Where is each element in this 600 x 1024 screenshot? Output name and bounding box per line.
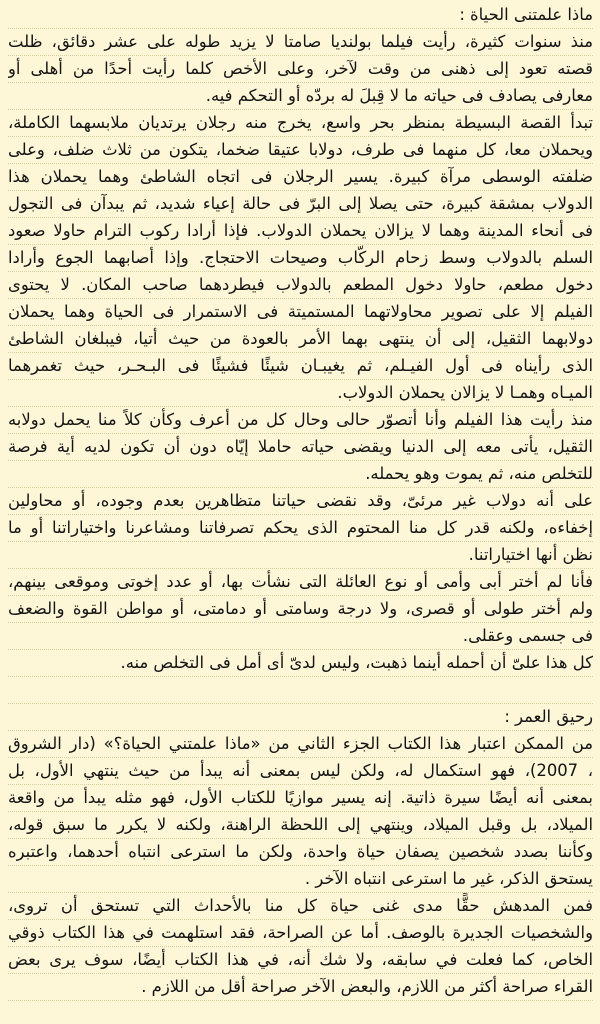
text-line: السلم بالدولاب وسط زحام الركّاب وصيحات الاحتجاج. وإذا أصابهما الجوع وأرادا [8,245,593,272]
section-heading: ماذا علمتنى الحياة : [8,2,593,29]
text-line: فى جسمى وعقلى. [8,623,593,650]
text-line: ضلفته الوسطى مرآة كبيرة. يسير الرجلان فى اتجاه الشاطئ وهما يحملان هذا [8,164,593,191]
text-line: بمعنى أنه أيضًا سيرة ذاتية. إنه يسير موازيًا للكتاب الأول، فهو مثله يبدأ من واقعة [8,785,593,812]
paragraph [8,893,593,1001]
blank-line [8,677,593,704]
paragraph [8,110,593,407]
text-line: القراء صراحة أكثر من اللازم، والبعض الآخر صراحة أقل من اللازم . [8,974,593,1001]
text-line: قصته تعود إلى ذهنى من وقت لآخر، وعلى الأخص كلما رأيت أحدًا من أهلى أو [8,56,593,83]
section-heading: رحيق العمر : [8,704,593,731]
text-line: للتخلص منه، ثم يموت وهو يحمله. [8,461,593,488]
text-line: على أنه دولاب غير مرئىّ، وقد نقضى حياتنا متظاهرين بعدم وجوده، أو محاولين [8,488,593,515]
text-line: دولابهما الثقيل، إلى أن ينتهى بهما الأمر بالعودة من حيث أتيا، فيبلغان الشاطئ [8,326,593,353]
text-line: فأنا لم أختر أبى وأمى أو نوع العائلة التى نشأت بها، أو عدد إخوتى وموقعى بينهم، [8,569,593,596]
text-line: الذى رأيناه فى أول الفيـلم، ثم يغيبـان شيئًا فشيئًا فى البـحـر، حيث تغمرهما [8,353,593,380]
text-line: منذ سنوات كثيرة، رأيت فيلما بولنديا صامتا لا يزيد طوله على عشر دقائق، ظلت [8,29,593,56]
text-line: نظن أنها اختياراتنا. [8,542,593,569]
text-line: الدولاب بمشقة كبيرة، حتى يصلا إلى البرّ فى حالة إعياء شديد، ثم يبدآن فى التجول [8,191,593,218]
text-line: إخفاءه، ولكنه قدر كل منا المحتوم الذى يحكم تصرفاتنا ومشاعرنا واختياراتنا أو ما [8,515,593,542]
text-line: كل هذا علىّ أن أحمله أينما ذهبت، وليس لدىّ أى أمل فى التخلص منه. [8,650,593,677]
text-line: يستحق الذكر، غير ما استرعى انتباه الآخر . [8,866,593,893]
text-line: فمن المدهش حقًّا مدى غنى حياة كل منا بالأحداث التي تستحق أن تروى، [8,893,593,920]
text-line: الميـاه وهمـا لا يزالان يحملان الدولاب. [8,380,593,407]
paragraph [8,488,593,569]
text-line: الثقيل، يأتى معه إلى الدنيا ويقضى حياته حاملا إيّاه دون أن تكون لديه أية فرصة [8,434,593,461]
text-line: ، 2007)، فهو استكمال له، ولكن ليس بمعنى أنه يبدأ من حيث ينتهي الأول، بل [8,758,593,785]
text-line: الميلاد، بل وقبل الميلاد، وينتهي إلى اللحظة الراهنة، ولكنه لا يكرر ما سبق قوله، [8,812,593,839]
text-line: من الممكن اعتبار هذا الكتاب الجزء الثاني من «ماذا علمتني الحياة؟» (دار الشروق [8,731,593,758]
paragraph [8,407,593,488]
text-line: والشخصيات الجديرة بالوصف. أما عن الصراحة، فقد استلهمت في هذا الكتاب ذوقي [8,920,593,947]
text-line: الفيلم إلا على تصوير محاولاتهما المستميتة فى الاستمرار فى الحياة وهما يحملان [8,299,593,326]
paragraph [8,650,593,677]
paragraph [8,569,593,650]
text-line: فى أنحاء المدينة وهما لا يزالان يحملان الدولاب. فإذا أرادا ركوب الترام حاولا صعود [8,218,593,245]
text-line: وكأننا بصدد شخصين يصفان حياة واحدة، ولكن ما استرعى انتباه أحدهما، واعتبره [8,839,593,866]
text-line: دخول مطعم، حاولا دخول المطعم بالدولاب فيطردهما صاحب المكان. لا يحتوى [8,272,593,299]
text-line: منذ رأيت هذا الفيلم وأنا أتصوّر حالى وحال كل من أعرف وكأن كلاً منا يحمل دولابه [8,407,593,434]
text-line: ويحملان معا، كل منهما فى طرف، دولابا عتيقا ضخما، يتكون من ثلاث ضلف، وعلى [8,137,593,164]
paragraph [8,29,593,110]
text-line: تبدأ القصة البسيطة بمنظر بحر واسع، يخرج منه رجلان يرتديان ملابسهما الكاملة، [8,110,593,137]
text-line: معارفى يصادف فى حياته ما لا قِبلَ له بردّه أو التحكم فيه. [8,83,593,110]
text-line: ولم أختر طولى أو قصرى، ولا درجة وسامتى أو دمامتى، أو مواطن القوة والضعف [8,596,593,623]
paragraph [8,731,593,893]
text-line: الخاص، كما فعلت في سابقه، ولا شك أنه، في هذا الكتاب أيضًا، سوف يرى بعض [8,947,593,974]
